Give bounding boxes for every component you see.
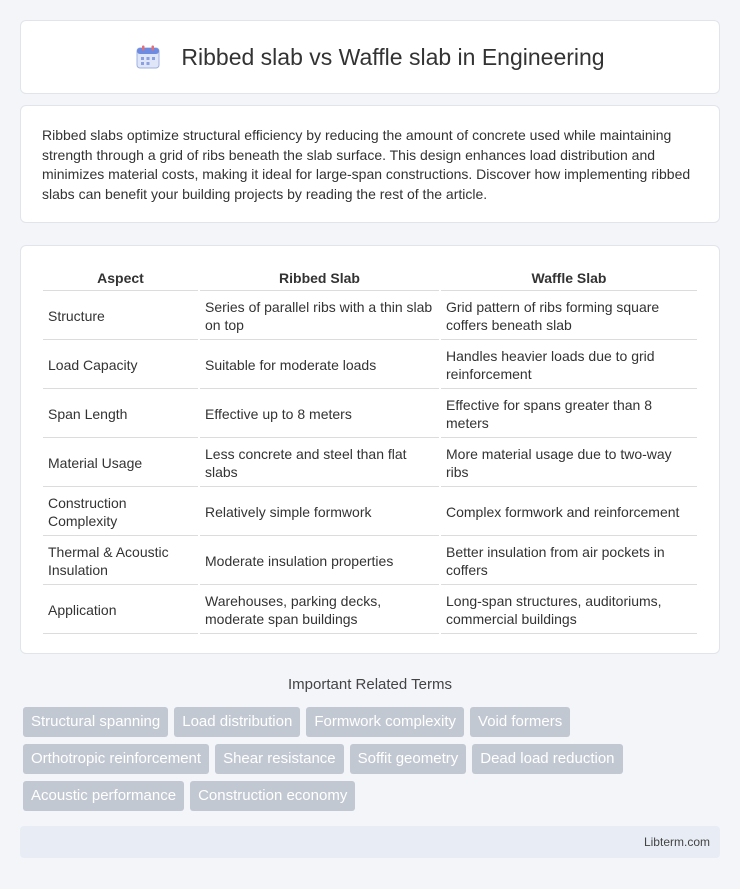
tag-dead-load-reduction[interactable]: Dead load reduction <box>472 744 622 774</box>
table-cell: Span Length <box>43 391 198 438</box>
tag-orthotropic-reinforcement[interactable]: Orthotropic reinforcement <box>23 744 209 774</box>
table-cell: Effective up to 8 meters <box>200 391 439 438</box>
tag-acoustic-performance[interactable]: Acoustic performance <box>23 781 184 811</box>
table-cell: More material usage due to two-way ribs <box>441 440 697 487</box>
intro-paragraph: Ribbed slabs optimize structural efficiency by reducing the amount of concrete used while maintaining strength through a grid of ribs beneath the slab surface. This design enhances load distribution and minimizes material costs, making it ideal for large-span constructions. Discover how implementing ribbed slabs can benefit your building projects by reading the rest of the article. <box>42 127 691 202</box>
table-row <box>43 587 697 634</box>
related-terms-heading: Important Related Terms <box>288 676 452 693</box>
table-cell: Effective for spans greater than 8 meters <box>441 391 697 438</box>
table-cell: Construction Complexity <box>43 489 198 536</box>
tag-load-distribution[interactable]: Load distribution <box>174 707 300 737</box>
intro-card <box>20 105 720 223</box>
table-cell: Relatively simple formwork <box>200 489 439 536</box>
table-cell: Grid pattern of ribs forming square coffers beneath slab <box>441 293 697 340</box>
tag-void-formers[interactable]: Void formers <box>470 707 570 737</box>
tag-row <box>23 707 713 737</box>
header-card <box>20 20 720 94</box>
table-cell: Handles heavier loads due to grid reinforcement <box>441 342 697 389</box>
table-cell: Warehouses, parking decks, moderate span buildings <box>200 587 439 634</box>
table-cell: Complex formwork and reinforcement <box>441 489 697 536</box>
table-row <box>43 489 697 536</box>
comparison-table <box>41 264 699 636</box>
table-cell: Moderate insulation properties <box>200 538 439 585</box>
title-wrap <box>135 44 604 71</box>
tag-construction-economy[interactable]: Construction economy <box>190 781 355 811</box>
page-title: Ribbed slab vs Waffle slab in Engineering <box>181 43 605 70</box>
tag-row <box>23 744 713 774</box>
table-cell: Long-span structures, auditoriums, commercial buildings <box>441 587 697 634</box>
table-cell: Application <box>43 587 198 634</box>
table-row <box>43 293 697 340</box>
column-header-ribbed-slab: Ribbed Slab <box>200 266 439 291</box>
footer <box>20 826 720 858</box>
calendar-icon <box>135 44 161 70</box>
table-cell: Better insulation from air pockets in coffers <box>441 538 697 585</box>
table-header-row <box>43 266 697 291</box>
tag-shear-resistance[interactable]: Shear resistance <box>215 744 344 774</box>
column-header-aspect: Aspect <box>43 266 198 291</box>
table-cell: Material Usage <box>43 440 198 487</box>
table-row <box>43 391 697 438</box>
table-cell: Thermal & Acoustic Insulation <box>43 538 198 585</box>
tag-formwork-complexity[interactable]: Formwork complexity <box>306 707 464 737</box>
table-row <box>43 342 697 389</box>
footer-site-link[interactable]: Libterm.com <box>643 835 710 849</box>
tag-soffit-geometry[interactable]: Soffit geometry <box>350 744 467 774</box>
tag-row <box>23 781 713 811</box>
table-cell: Series of parallel ribs with a thin slab on top <box>200 293 439 340</box>
tag-structural-spanning[interactable]: Structural spanning <box>23 707 168 737</box>
table-cell: Load Capacity <box>43 342 198 389</box>
table-cell: Suitable for moderate loads <box>200 342 439 389</box>
related-terms-tags <box>23 707 713 818</box>
table-row <box>43 538 697 585</box>
column-header-waffle-slab: Waffle Slab <box>441 266 697 291</box>
table-cell: Structure <box>43 293 198 340</box>
table-cell: Less concrete and steel than flat slabs <box>200 440 439 487</box>
comparison-table-card <box>20 245 720 654</box>
table-row <box>43 440 697 487</box>
